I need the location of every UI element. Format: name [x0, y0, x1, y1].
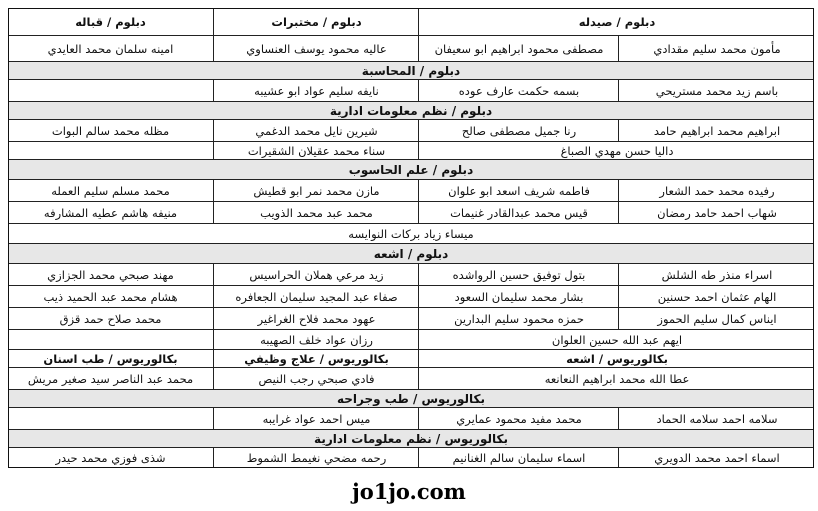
section-title: بكالوريوس / طب وجراحه: [336, 391, 486, 406]
student-name: رنا جميل مصطفى صالح: [418, 120, 619, 141]
results-table: [8, 8, 814, 468]
student-name: صفاء عبد المجيد سليمان الجعافره: [213, 286, 419, 307]
student-name: شذى فوزي محمد حيدر: [55, 450, 166, 465]
student-name: امينه سلمان محمد العايدي: [47, 41, 174, 56]
section-title: بكالوريوس / طب اسنان: [43, 351, 178, 366]
student-name: محمد عبد محمد الذويب: [213, 202, 419, 223]
table-row: [8, 202, 814, 224]
table-row: [8, 368, 814, 390]
section-title: دبلوم / المحاسبة: [361, 63, 461, 78]
section-title: دبلوم / نظم معلومات ادارية: [329, 103, 493, 118]
section-header-row: [8, 62, 814, 80]
section-title: دبلوم / اشعه: [373, 246, 449, 261]
student-name: حمزه محمود سليم البدارين: [418, 308, 619, 329]
section-header-row: [8, 160, 814, 180]
student-name: مصطفى محمود ابراهيم ابو سعيفان: [418, 36, 619, 61]
student-name: رفيده محمد حمد الشعار: [618, 180, 815, 201]
student-name: بسمه حكمت عارف عوده: [418, 80, 619, 101]
student-name: اسراء منذر طه الشلش: [618, 264, 815, 285]
table-row: [8, 308, 814, 330]
table-row: [8, 36, 814, 62]
student-name: نايفه سليم عواد ابو عشيبه: [213, 80, 419, 101]
student-name: بشار محمد سليمان السعود: [418, 286, 619, 307]
student-name: محمد مسلم سليم العمله: [51, 183, 170, 198]
header-labs-diploma: دبلوم / مختبرات: [213, 8, 419, 35]
student-name: عهود محمد فلاح الغراغير: [213, 308, 419, 329]
student-name: ميس احمد عواد غرايبه: [213, 408, 419, 429]
table-header-row: [8, 8, 814, 36]
student-name: زيد مرعي هملان الحراسيس: [213, 264, 419, 285]
student-name: رزان عواد خلف الصهيبه: [213, 330, 419, 349]
student-name: مهند صبحي محمد الجزازي: [47, 267, 174, 282]
section-title: بكالوريوس / نظم معلومات ادارية: [314, 431, 508, 446]
student-name: مأمون محمد سليم مقدادي: [618, 36, 815, 61]
section-header-row: [8, 350, 814, 368]
table-row: [8, 286, 814, 308]
student-name: هشام محمد عبد الحميد ذيب: [43, 289, 178, 304]
student-name: باسم زيد محمد مستريحي: [618, 80, 815, 101]
table-row: [8, 448, 814, 468]
student-name: مازن محمد نمر ابو قطيش: [213, 180, 419, 201]
student-name: عطا الله محمد ابراهيم النعانعه: [418, 368, 815, 389]
section-title: دبلوم / علم الحاسوب: [348, 162, 474, 177]
student-name: رحمه مضحي نغيمط الشموط: [213, 448, 419, 467]
student-name: داليا حسن مهدي الصباغ: [418, 142, 815, 159]
table-row: [8, 330, 814, 350]
student-name: سناء محمد عقيلان الشقيرات: [213, 142, 419, 159]
student-name: اسماء احمد محمد الدويري: [618, 448, 815, 467]
student-name: سلامه احمد سلامه الحماد: [618, 408, 815, 429]
header-midwifery-diploma: دبلوم / قباله: [75, 14, 146, 29]
student-name: شهاب احمد حامد رمضان: [618, 202, 815, 223]
student-name: فاطمه شريف اسعد ابو علوان: [418, 180, 619, 201]
student-name: بتول توفيق حسين الرواشده: [418, 264, 619, 285]
student-name: ايهم عبد الله حسين العلوان: [418, 330, 815, 349]
site-watermark: jo1jo.com: [352, 479, 466, 504]
section-title: بكالوريوس / اشعه: [418, 350, 815, 367]
student-name: محمد صلاح حمد قزق: [59, 311, 162, 326]
student-name: قيس محمد عبدالقادر غنيمات: [418, 202, 619, 223]
table-row: [8, 80, 814, 102]
student-name: اسماء سليمان سالم الغنانيم: [418, 448, 619, 467]
student-name: فادي صبحي رجب النيص: [213, 368, 419, 389]
student-name: محمد عبد الناصر سيد صغير مريش: [27, 371, 194, 386]
table-row: [8, 408, 814, 430]
student-name: ميساء زياد بركات النوايسه: [348, 226, 474, 241]
table-row: [8, 120, 814, 142]
student-name: [8, 408, 213, 429]
section-header-row: [8, 430, 814, 448]
section-title: بكالوريوس / علاج وظيفي: [213, 350, 419, 367]
student-name: عاليه محمود يوسف العنساوي: [213, 36, 419, 61]
student-name: مظله محمد سالم البوات: [51, 123, 170, 138]
student-name: ابراهيم محمد ابراهيم حامد: [618, 120, 815, 141]
student-name: محمد مفيد محمود عمايري: [418, 408, 619, 429]
student-name: [8, 330, 213, 349]
student-name: الهام عثمان احمد حسنين: [618, 286, 815, 307]
section-header-row: [8, 102, 814, 120]
section-header-row: [8, 390, 814, 408]
student-name: [8, 80, 213, 101]
table-row: [8, 180, 814, 202]
table-row: [8, 264, 814, 286]
student-name: [8, 142, 213, 159]
section-header-row: [8, 244, 814, 264]
student-name: ايناس كمال سليم الحموز: [618, 308, 815, 329]
header-pharmacy-diploma: دبلوم / صيدله: [418, 8, 815, 35]
table-row: [8, 142, 814, 160]
student-name: شيرين نايل محمد الدغمي: [213, 120, 419, 141]
table-row: [8, 224, 814, 244]
student-name: منيفه هاشم عطيه المشارفه: [43, 205, 178, 220]
